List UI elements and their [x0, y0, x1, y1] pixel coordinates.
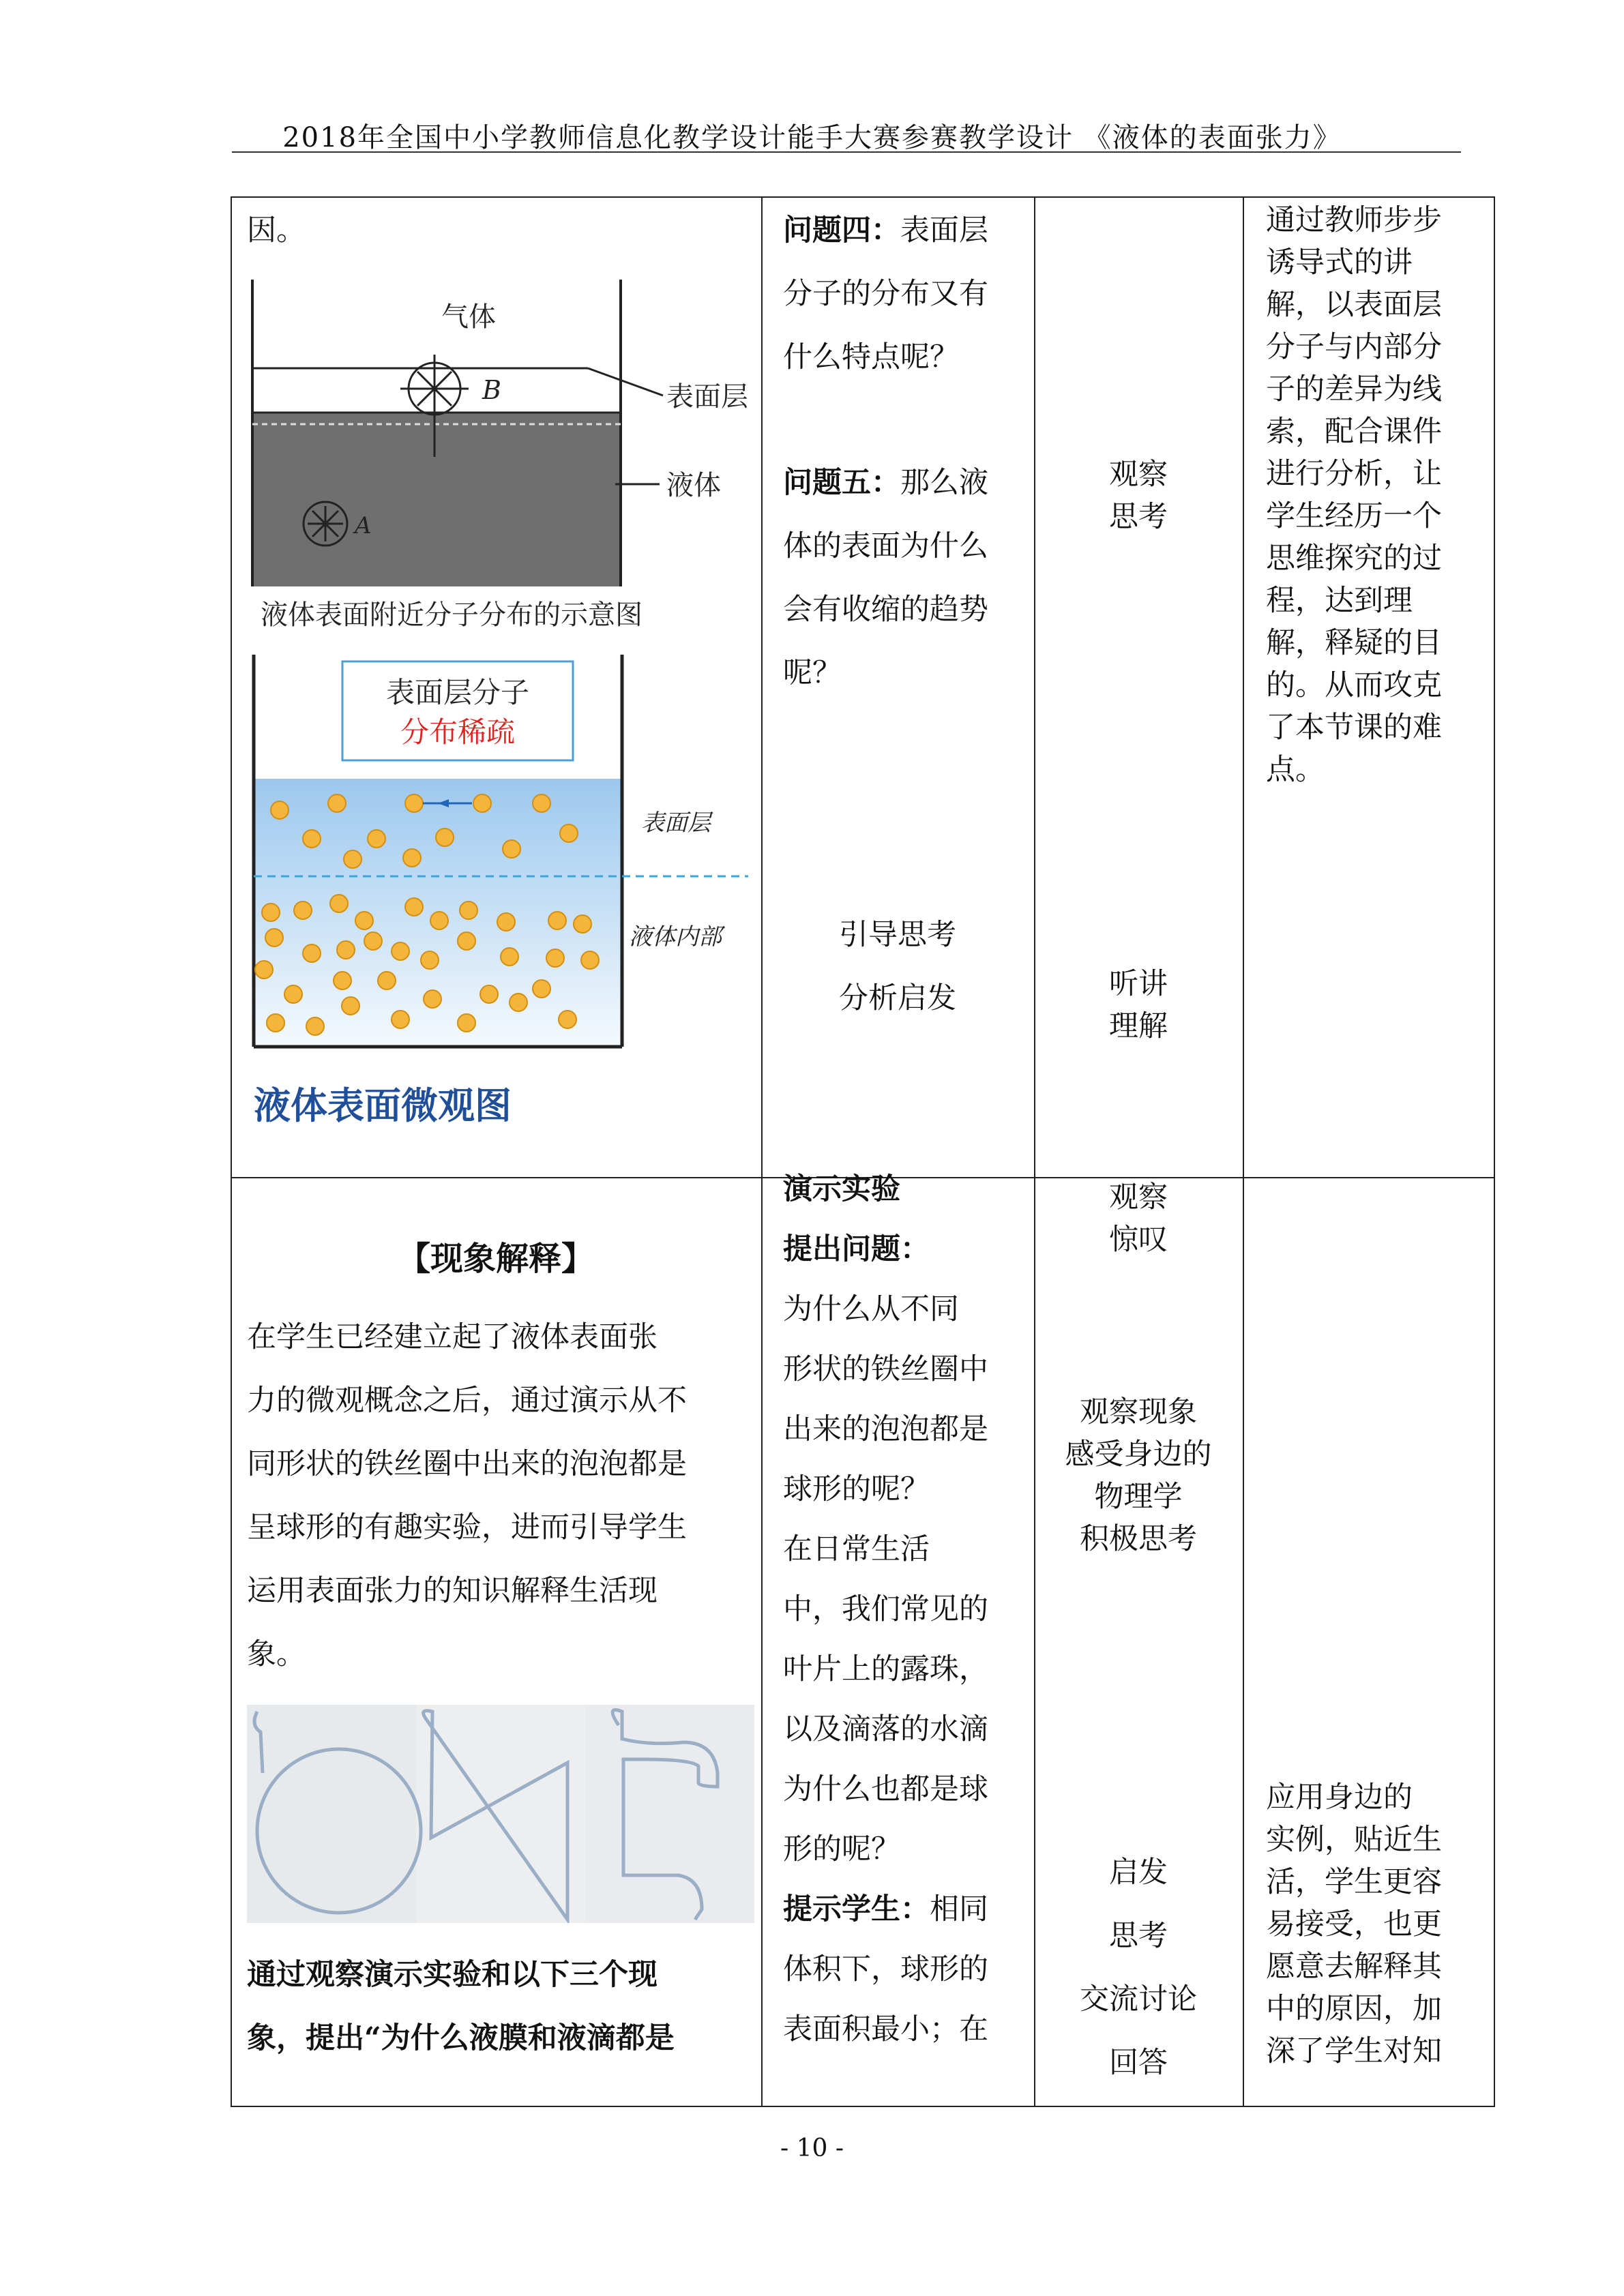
student-activity-wonder: 观察 惊叹	[1109, 1180, 1168, 1257]
molecule-a-icon	[304, 502, 347, 546]
surface-layer-label-2: 表面层	[641, 809, 711, 837]
liquid-region	[252, 413, 621, 586]
molecule-distribution-diagram	[247, 280, 752, 634]
question-five: 问题五：那么液 体的表面为什么 会有收缩的趋势 呢？	[783, 466, 988, 690]
micro-diagram-caption: 液体表面微观图	[254, 1086, 512, 1127]
table-border-right	[1494, 196, 1495, 2106]
cell-text-cause: 因。	[247, 213, 306, 248]
demo-experiment: 演示实验	[783, 1172, 900, 1206]
section-title: 【现象解释】	[397, 1240, 594, 1278]
svg-text:表面层分子: 表面层分子	[385, 676, 530, 709]
observation-prompt: 通过观察演示实验和以下三个现 象，提出“为什么液膜和液滴都是	[247, 1958, 675, 2055]
student-activity-discuss: 启发 思考 交流讨论 回答	[1080, 1855, 1197, 2080]
design-intent-2: 应用身边的 实例，贴近生 活，学生更容 易接受，也更 愿意去解释其 中的原因，加 深了学生对知	[1266, 1780, 1442, 2068]
diagram-caption: 液体表面附近分子分布的示意图	[261, 599, 643, 631]
liquid-interior-label: 液体内部	[629, 923, 722, 951]
table-border-bottom	[231, 2106, 1495, 2107]
liquid-label: 液体	[666, 470, 721, 501]
student-activity-phenomenon: 观察现象 感受身边的 物理学 积极思考	[1065, 1395, 1212, 1556]
question-four: 问题四：表面层 分子的分布又有 什么特点呢？	[783, 213, 988, 374]
page-number: - 10 -	[780, 2134, 844, 2162]
gas-label: 气体	[441, 301, 496, 333]
phenomenon-explanation: 在学生已经建立起了液体表面张 力的微观概念之后，通过演示从不 同形状的铁丝圈中出来的泡泡都是 呈球形的有趣实验，进而引导学生 运用表面张力的知识解释生活现 象。	[247, 1320, 687, 1671]
wire-loops-photo	[247, 1705, 754, 1923]
guide-method: 引导思考 分析启发	[839, 918, 956, 1015]
surface-layer-label: 表面层	[666, 381, 748, 413]
hint-students: 提示学生：相同 体积下，球形的 表面积最小；在	[783, 1892, 988, 2046]
table-border-left	[231, 196, 232, 2106]
liquid-surface-micro-diagram	[247, 655, 752, 1139]
svg-text:分布稀疏: 分布稀疏	[400, 716, 516, 748]
page-header: 2018年全国中小学教师信息化教学设计能手大赛参赛教学设计 《液体的表面张力》	[282, 122, 1342, 153]
svg-text:A: A	[355, 512, 372, 539]
table-divider-3	[1243, 196, 1244, 2106]
design-intent-1: 通过教师步步 诱导式的讲 解，以表面层 分子与内部分 子的差异为线 索，配合课件 进行分析，让 学生经历一个 思维探究的过 程，达到理 解，释疑的目 的。从而攻克 了本节课的难 点。	[1266, 203, 1442, 787]
table-divider-1	[761, 196, 763, 2106]
question-prompt: 提出问题： 为什么从不同 形状的铁丝圈中 出来的泡泡都是 球形的呢？ 在日常生活 中，我们常见的 叶片上的露珠， 以及滴落的水滴 为什么也都是球 形的呢？	[783, 1232, 988, 1866]
header-rule	[232, 151, 1461, 153]
svg-text:B: B	[482, 375, 501, 405]
table-border-top	[231, 196, 1495, 198]
student-activity-listen: 听讲 理解	[1109, 967, 1168, 1043]
student-activity-observe: 观察 思考	[1109, 458, 1168, 534]
